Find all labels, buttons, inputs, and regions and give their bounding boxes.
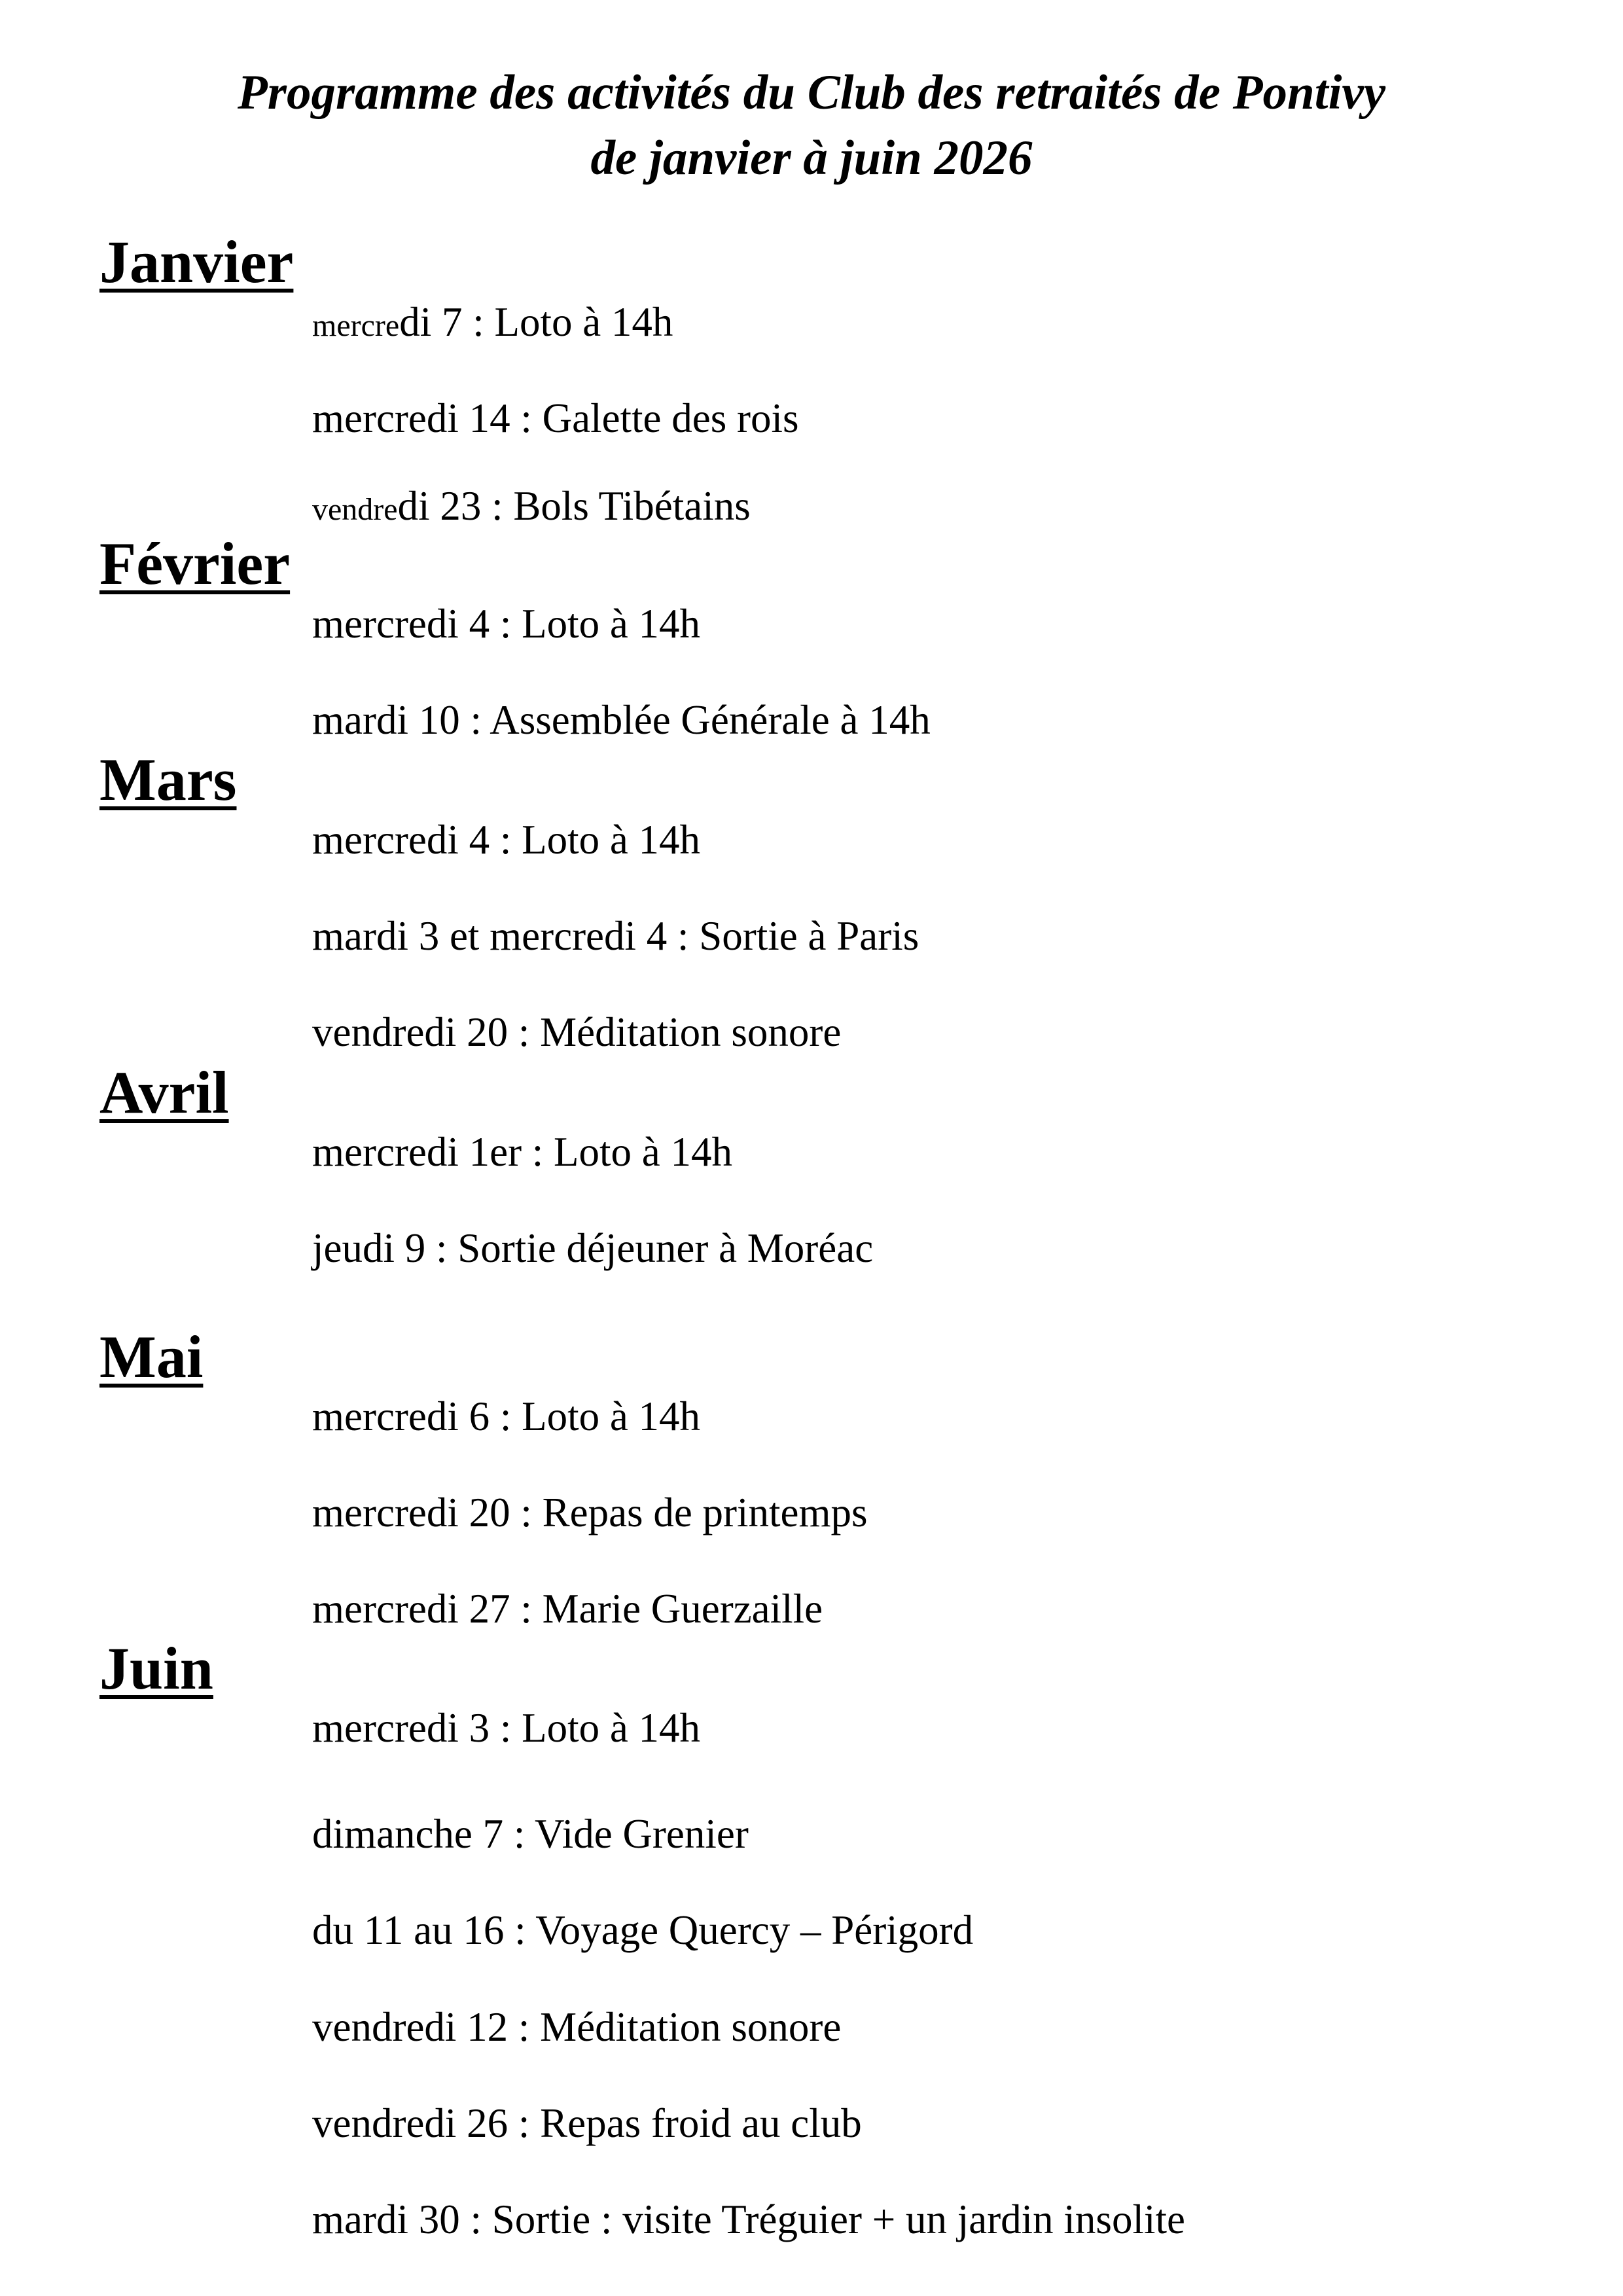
event-item: mardi 10 : Assemblée Générale à 14h: [312, 697, 931, 743]
event-item: mercredi 6 : Loto à 14h: [312, 1393, 701, 1439]
event-item: mercredi 4 : Loto à 14h: [312, 601, 701, 647]
event-item: mercredi 1er : Loto à 14h: [312, 1129, 732, 1175]
month-heading-janvier: Janvier: [99, 228, 294, 295]
event-item: vendredi 12 : Méditation sonore: [312, 2004, 842, 2050]
month-heading-juin: Juin: [99, 1635, 213, 1702]
document-title: Programme des activités du Club des retraités de Pontivy: [237, 65, 1385, 120]
event-item: mardi 30 : Sortie : visite Tréguier + un jardin insolite: [312, 2197, 1185, 2242]
event-small-prefix: vendre: [312, 492, 398, 527]
month-heading-mai: Mai: [99, 1323, 204, 1390]
event-item: mercredi 27 : Marie Guerzaille: [312, 1586, 823, 1632]
event-item: mercredi 20 : Repas de printemps: [312, 1490, 868, 1535]
event-small-prefix: mercre: [312, 308, 400, 343]
event-item: jeudi 9 : Sortie déjeuner à Moréac: [312, 1225, 874, 1271]
event-item: du 11 au 16 : Voyage Quercy – Périgord: [312, 1907, 974, 1953]
event-item: mercredi 3 : Loto à 14h: [312, 1705, 701, 1751]
event-text: di 23 : Bols Tibétains: [397, 483, 751, 529]
month-heading-avril: Avril: [99, 1059, 229, 1126]
event-item: [312, 480, 751, 536]
month-heading-mars: Mars: [99, 746, 237, 813]
document-subtitle: de janvier à juin 2026: [590, 131, 1033, 185]
event-item: mercredi 14 : Galette des rois: [312, 395, 799, 441]
event-item: [312, 296, 673, 352]
event-item: dimanche 7 : Vide Grenier: [312, 1811, 749, 1857]
event-item: mercredi 4 : Loto à 14h: [312, 817, 701, 863]
event-item: mardi 3 et mercredi 4 : Sortie à Paris: [312, 913, 919, 959]
event-item: vendredi 20 : Méditation sonore: [312, 1009, 842, 1055]
event-item: vendredi 26 : Repas froid au club: [312, 2100, 862, 2146]
event-text: di 7 : Loto à 14h: [399, 299, 673, 345]
month-heading-fevrier: Février: [99, 530, 291, 597]
